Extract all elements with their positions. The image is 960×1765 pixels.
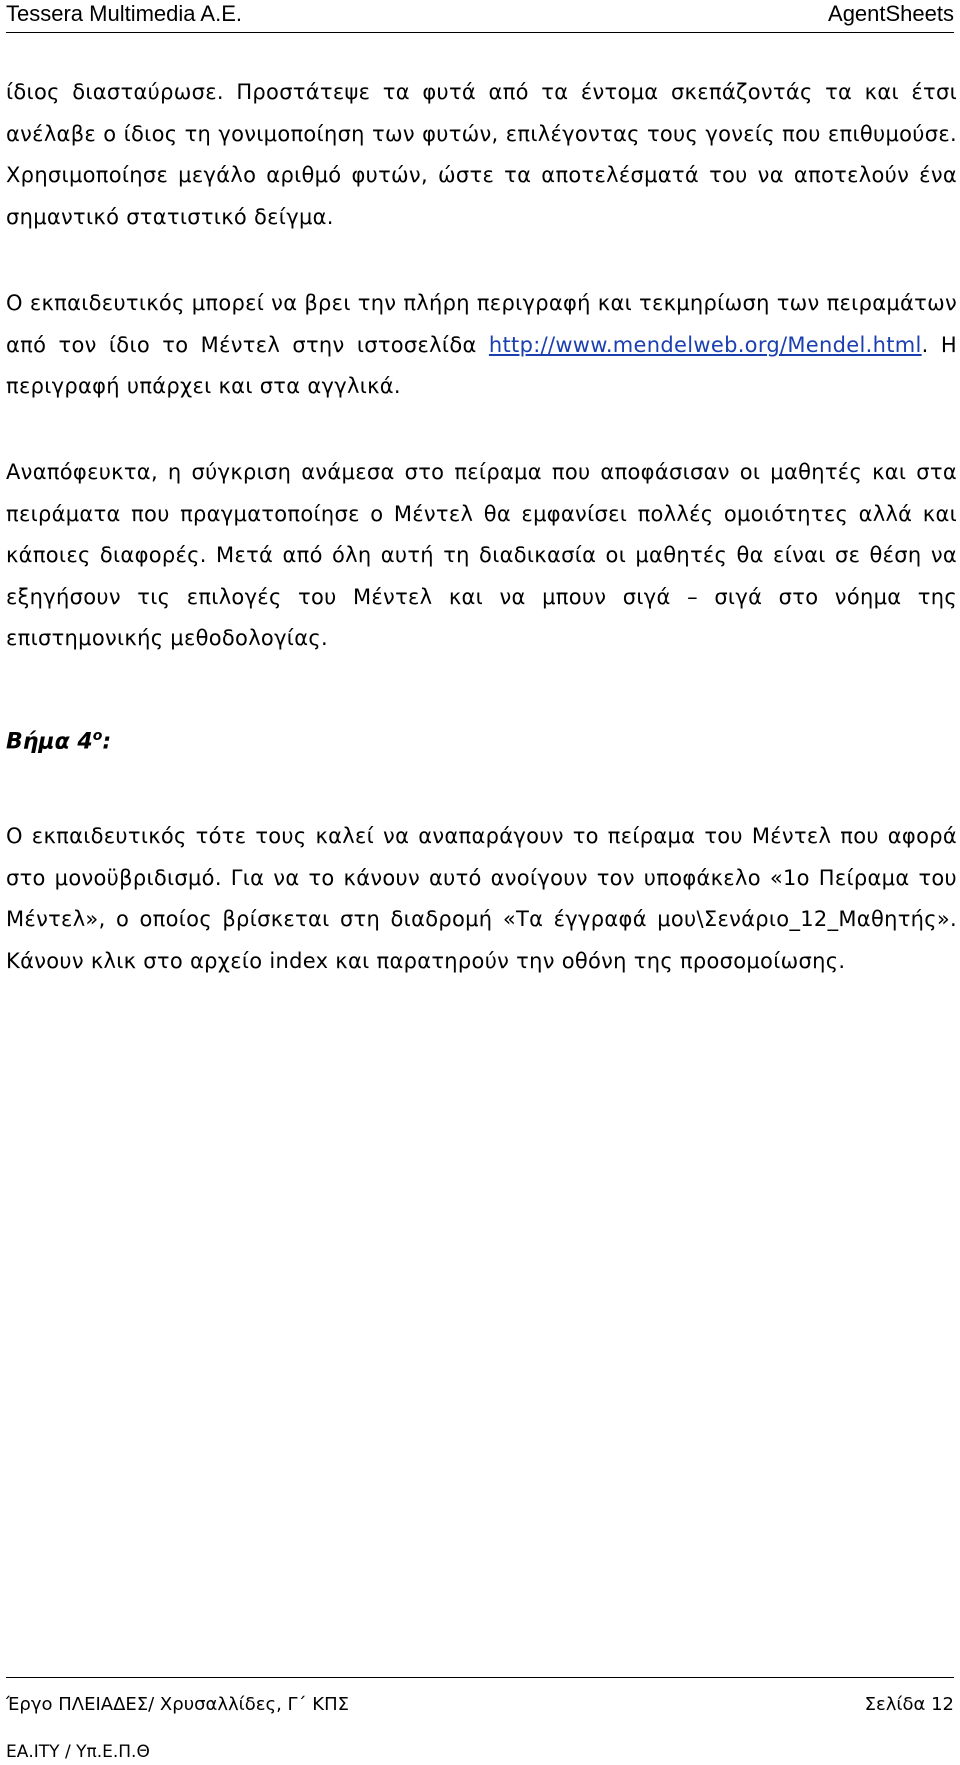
paragraph-1-container [6, 72, 957, 238]
footer-project: Έργο ΠΛΕΙΑΔΕΣ/ Χρυσαλλίδες, Γ΄ ΚΠΣ [6, 1694, 349, 1715]
paragraph-2-tail: . Η περιγραφή υπάρχει και στα αγγλικά. [6, 332, 957, 398]
paragraph-3: Αναπόφευκτα, η σύγκριση ανάμεσα στο πείραμα που αποφάσισαν οι μαθητές και στα πειράματα που πραγματοποίησε ο Μέντελ θα εμφανίσει πολλές ομοιότητες αλλά και κάποιες διαφορές. Μετά από όλη αυτή τη διαδικασία οι μαθητές θα είναι σε θέση να εξηγήσουν τις επιλογές του Μέντελ και να μπουν σιγά – σιγά στο νόημα της επιστημονικής μεθοδολογίας. [6, 460, 957, 650]
paragraph-2-container [6, 283, 957, 408]
paragraph-3-container [6, 452, 957, 660]
header-product: AgentSheets [828, 1, 954, 26]
page-footer [6, 1677, 954, 1715]
step-ordinal: ο [92, 728, 103, 744]
step-colon: : [102, 729, 112, 755]
mendelweb-link[interactable]: http://www.mendelweb.org/Mendel.html [488, 332, 922, 357]
step-heading [6, 728, 111, 754]
footer-organization: ΕΑ.ΙΤΥ / Υπ.Ε.Π.Θ [6, 1742, 150, 1762]
footer-page-number: Σελίδα 12 [864, 1694, 954, 1715]
paragraph-4-container [6, 816, 957, 982]
paragraph-4: Ο εκπαιδευτικός τότε τους καλεί να αναπαράγουν το πείραμα του Μέντελ που αφορά στο μονοϋβριδισμό. Για να το κάνουν αυτό ανοίγουν τον υποφάκελο «1ο Πείραμα του Μέντελ», ο οποίος βρίσκεται στη διαδρομή «Τα έγγραφά μου\Σενάριο_12_Μαθητής». Κάνουν κλικ στο αρχείο index και παρατηρούν την οθόνη της προσομοίωσης. [6, 824, 957, 973]
step-title: Βήμα 4 [6, 729, 93, 755]
paragraph-1: ίδιος διασταύρωσε. Προστάτεψε τα φυτά από τα έντομα σκεπάζοντάς τα και έτσι ανέλαβε ο ίδιος τη γονιμοποίηση των φυτών, επιλέγοντας τους γονείς που επιθυμούσε. Χρησιμοποίησε μεγάλο αριθμό φυτών, ώστε τα αποτελέσματά του να αποτελούν ένα σημαντικό στατιστικό δείγμα. [6, 80, 957, 229]
paragraph-2 [6, 283, 957, 408]
header-company: Tessera Multimedia A.E. [6, 1, 242, 26]
paragraph-2-text: Ο εκπαιδευτικός μπορεί να βρει την πλήρη περιγραφή και τεκμηρίωση των πειραμάτων από τον ίδιο το Μέντελ στην ιστοσελίδα [6, 291, 957, 357]
page-header [6, 0, 954, 33]
